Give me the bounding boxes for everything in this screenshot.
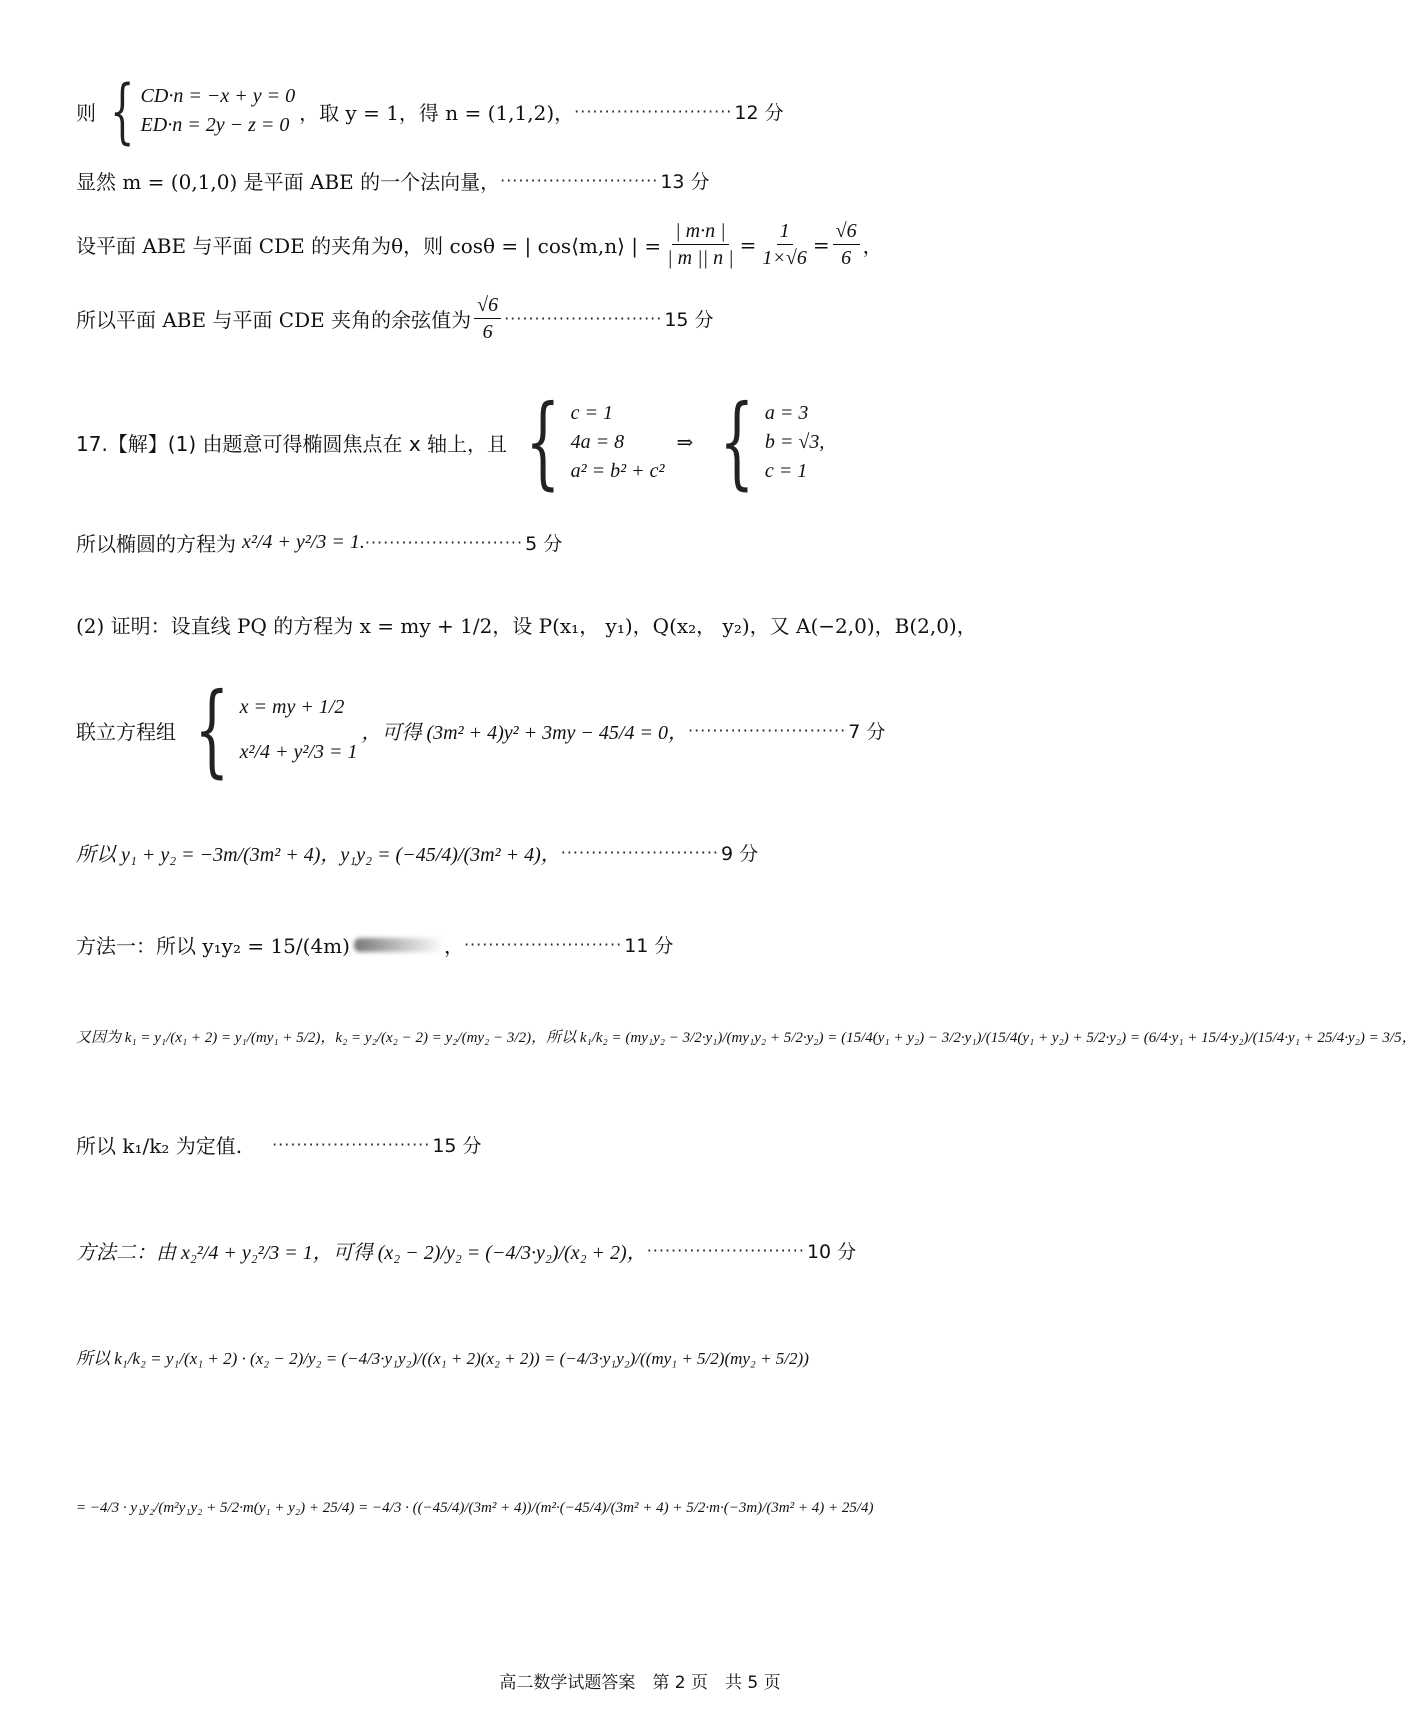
system-pq: { x = my + 1/2 x²/4 + y²/3 = 1 [194,671,358,788]
frac-den: | m || n | [667,247,734,269]
line5-text: 17.【解】(1) 由题意可得椭圆焦点在 x 轴上，且 [76,431,508,456]
frac-num: 1 [777,220,793,245]
leader-dots: ·························· [463,935,623,954]
line8-prefix: 联立方程组 [76,719,176,744]
line-vieta [76,838,758,867]
page-footer: 高二数学试题答案 第 2 页 共 5 页 [499,1673,781,1693]
score-15: 15 分 [664,309,714,331]
line15-text: = −4/3 · y₁y₂/(m²y₁y₂ + 5/2·m(y₁ + y₂) + 25/4) = −4/3 · ((−45/4)/(3m² + 4))/(m²·(−45/4)/(3m² + 4) + 5/2·m·(−3m)/(3m² + 4) + 25/4) [76,1500,874,1516]
frac-sqrt6-6 [833,220,860,269]
line13-text: 方法二：由 x₂²/4 + y₂²/3 = 1，可得 (x₂ − 2)/y₂ = (−4/3·y₂)/(x₂ + 2)， [76,1242,647,1264]
sys-row-2: b = √3, [764,430,825,453]
line-cos-theta: 设平面 ABE 与平面 CDE 的夹角为θ，则 cosθ = | cos⟨m,n⟩ | = $\frac{| m\cdot n |}{| m || n |}$ = $\frac{1}{1\times√6}$ = $\frac{√6}{6}$ ， [76,220,883,269]
frac-den: 6 [482,321,493,343]
system-result: { a = 3 b = √3, c = 1 [719,383,825,500]
frac-num: √6 [833,220,860,245]
line-final-expression [76,1500,874,1517]
leader-dots: ·························· [504,309,663,328]
system-abc: { c = 1 4a = 8 a² = b² + c² [525,383,665,500]
line2-text: 显然 m = (0,1,0) 是平面 ABE 的一个法向量， [76,170,501,194]
line12-text: 所以 k₁/k₂ 为定值. [76,1134,243,1158]
prefix-ze: 则 [76,100,96,125]
blurred-region [354,938,444,952]
leader-dots: ·························· [646,1241,805,1260]
score-10: 10 分 [806,1241,857,1263]
line-constant [76,1130,482,1159]
leader-dots: ·························· [560,843,719,862]
leader-dots: ·························· [272,1135,431,1154]
score-12: 12 分 [734,101,784,124]
sys-row-2: ED·n = 2y − z = 0 [140,114,290,136]
line-method-2 [76,1236,856,1265]
line10-text: 方法一：所以 y₁y₂ = 15/(4m) [76,934,350,958]
sys-row-2: 4a = 8 [570,430,625,453]
line-normal-vector-n [76,70,784,152]
line7-text: (2) 证明：设直线 PQ 的方程为 x = my + 1/2，设 P(x₁， y₁)，Q(x₂， y₂)，又 A(−2,0)，B(2,0)， [76,614,977,638]
leader-dots: ·························· [687,720,847,740]
score-5: 5 分 [525,533,563,555]
leader-dots: ·························· [364,533,524,552]
sys-row-3: c = 1 [764,459,808,482]
score-11: 11 分 [624,935,674,957]
score-13: 13 分 [660,171,710,193]
line3-text: 设平面 ABE 与平面 CDE 的夹角为θ，则 cosθ = | cos⟨m,n⟩ | = [76,234,662,258]
score-7: 7 分 [848,720,886,743]
frac-1-sqrt6 [759,220,809,269]
line-part2-setup [76,610,977,639]
line9-text: 所以 y₁ + y₂ = −3m/(3m² + 4)，y₁y₂ = (−45/4)/(3m² + 4)， [76,844,561,866]
leader-dots: ·························· [500,171,659,190]
line4-text: 所以平面 ABE 与平面 CDE 夹角的余弦值为 [76,308,472,332]
sys-row-1: a = 3 [764,401,809,424]
frac-num: √6 [474,294,501,319]
line-normal-vector-m [76,166,710,195]
line-k-ratio [76,1026,1417,1047]
frac-mn [664,220,736,269]
line11-text: 又因为 k₁ = y₁/(x₁ + 2) = y₁/(my₁ + 5/2)，k₂ = y₂/(x₂ − 2) = y₂/(my₂ − 3/2)，所以 k₁/k₂ = (my₁y₂ − 3/2·y₁)/(my₁y₂ + 5/2·y₂) = (15/4(y₁ + y₂) − 3/2·y₁)/(15/4(y₁ + y₂) + 5/2·y₂) = (6/4·y₁ + 15/4·y₂)/(15/4·y₁ + 25/4·y₂) = 3/5， [76,1030,1417,1046]
sys-row-1: c = 1 [570,401,614,424]
frac-num: | m·n | [672,220,728,245]
sys-row-2: x²/4 + y²/3 = 1 [239,741,358,763]
line-system-pq [76,671,886,788]
line-cos-value [76,294,714,343]
sys-row-3: a² = b² + c² [570,459,665,482]
system-cd-ed: { CD·n = −x + y = 0 ED·n = 2y − z = 0 [110,70,296,152]
line14-text: 所以 k₁/k₂ = y₁/(x₁ + 2) · (x₂ − 2)/y₂ = (−4/3·y₁y₂)/((x₁ + 2)(x₂ + 2)) = (−4/3·y₁y₂)/((my₁ + 5/2)(my₂ + 5/2)) [76,1349,809,1368]
ellipse-eq: x²/4 + y²/3 = 1. [242,531,365,553]
line-method-1: 方法一：所以 y₁y₂ = 15/(4m) ， ·························· 11 分 [76,930,673,959]
score-9: 9 分 [720,843,759,865]
line8-mid: ，可得 (3m² + 4)y² + 3my − 45/4 = 0， [361,721,688,744]
score-15-b: 15 分 [432,1135,482,1157]
sys-row-1: CD·n = −x + y = 0 [140,85,296,107]
line-ellipse-equation [76,528,562,557]
leader-dots: ·························· [574,101,733,121]
frac-den: 1×√6 [762,247,807,269]
frac-den: 6 [841,247,852,269]
line-problem-17: 17.【解】(1) 由题意可得椭圆焦点在 x 轴上，且 { c = 1 4a = 8 a² = b² + c² ⇒ { a = 3 b = √3, c = 1 [76,383,825,500]
frac-sqrt6-6-b [474,294,501,343]
sys-row-1: x = my + 1/2 [239,696,345,718]
line6-text: 所以椭圆的方程为 [76,532,236,556]
line-k-ratio-2 [76,1344,809,1369]
line1-mid: ，取 y = 1，得 n = (1,1,2)， [299,100,575,125]
